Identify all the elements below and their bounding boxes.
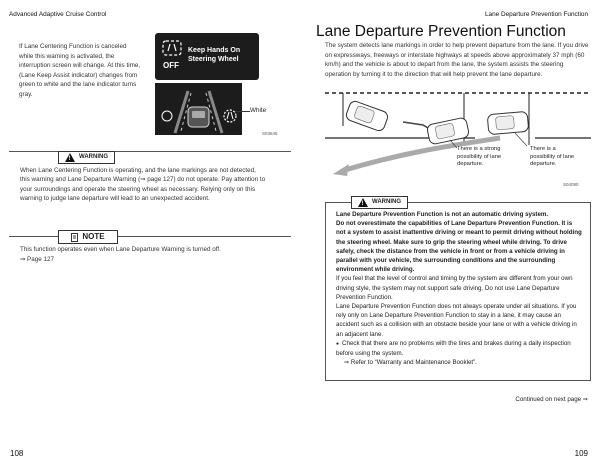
note-rule xyxy=(9,236,291,237)
car-middle xyxy=(426,117,469,145)
left-figure-code: S03645 xyxy=(262,131,278,136)
left-intro-text xyxy=(19,42,141,100)
right-warning-content xyxy=(336,210,582,367)
warning-bold-paragraph: Do not overestimate the capabilities of Lane Departure Prevention Function. It is not a system to assist inattentive driving or meant to permit driving without holding the steering wheel. Make sure to grip the steering wheel while driving. To drive safely, check the distance from the vehicle in front or from a vehicle driving in parallel with your vehicle, the surrounding conditions and the surrounding environment while driving. xyxy=(336,220,582,274)
lane-keep-display-figure xyxy=(155,33,267,135)
meter-display xyxy=(155,83,242,135)
message-line1: Keep Hands On xyxy=(188,47,241,54)
lane-indicator-graphic xyxy=(155,83,242,135)
callout1-line2: possibility of lane xyxy=(457,153,502,160)
callout1-line3: departure. xyxy=(457,161,484,167)
right-warning-badge xyxy=(351,196,408,209)
left-warning-title: WARNING xyxy=(79,154,108,160)
left-intro-paragraph: If Lane Centering Function is canceled while this warning is activated, the interruption screen will change. At this time, (Lane Keep Assist indicator) changes from green to white and the lane indicator turns gray. xyxy=(19,43,141,98)
lane-keep-assist-icon xyxy=(161,39,183,59)
note-title: NOTE xyxy=(82,232,105,241)
left-page-number: 108 xyxy=(10,449,24,458)
car-left xyxy=(345,100,389,132)
car-right xyxy=(487,111,529,134)
right-figure-code: S04080 xyxy=(563,182,579,187)
note-badge xyxy=(58,230,118,244)
callout-strong-possibility xyxy=(457,146,507,169)
right-warning-title: WARNING xyxy=(372,199,401,205)
warning-icon xyxy=(65,153,75,162)
left-warning-text: When Lane Centering Function is operating, and the lane markings are not detected, this warning and Lane Departure Warning (⇒ page 127) do not operate. Pay attention to your surroundings and operate the steering wheel as necessary. Relying only on this warning to judge lane departure will lead to an unexpected accident. xyxy=(20,167,266,203)
left-warning-badge xyxy=(58,151,115,164)
callout2-line3: departure. xyxy=(530,161,557,167)
page-title: Lane Departure Prevention Function xyxy=(316,23,566,40)
note-body xyxy=(20,245,270,264)
left-running-header: Advanced Adaptive Cruise Control xyxy=(9,11,107,18)
warning-paragraph-2: Lane Departure Prevention Function does not always operate under all situations. If you rely only on Lane Departure Prevention Function to stay in a lane, it may cause an accident such as a collision with an obstacle beside your lane or with a vehicle driving in an adjacent lane. xyxy=(336,303,577,338)
callout-possibility xyxy=(530,146,584,169)
note-icon xyxy=(71,233,78,242)
right-page-number: 109 xyxy=(574,449,588,458)
warning-bold-heading: Lane Departure Prevention Function is not an automatic driving system. xyxy=(336,211,549,218)
left-warning-rule xyxy=(9,151,291,166)
off-label: OFF xyxy=(163,61,179,70)
warning-bullet: ● Check that there are no problems with the tires and brakes during a daily inspection before using the system. xyxy=(336,339,582,358)
warning-paragraph-1: If you feel that the level of control and timing by the system are different from your own driving style, the system may not support safe driving. Do not use Lane Departure Prevention Function. xyxy=(336,275,573,301)
note-page-link[interactable]: ⇒ Page 127 xyxy=(20,255,54,263)
warranty-booklet-link[interactable]: ⇒ Refer to “Warranty and Maintenance Booklet”. xyxy=(344,359,477,367)
warning-icon xyxy=(358,198,368,207)
keep-hands-on-message xyxy=(188,46,240,64)
note-text: This function operates even when Lane Departure Warning is turned off. xyxy=(20,246,221,253)
callout2-line1: There is a xyxy=(530,146,556,152)
white-callout-line xyxy=(235,111,250,112)
continued-next-page: Continued on next page ⇒ xyxy=(515,396,588,403)
right-running-header: Lane Departure Prevention Function xyxy=(484,11,588,18)
interruption-screen xyxy=(155,33,259,80)
white-callout-label: White xyxy=(250,107,267,114)
callout2-line2: possibility of lane xyxy=(530,153,575,160)
right-intro-text: The system detects lane markings in order to help prevent departure from the lane. If you drive on expressways, freeways or interstate highways at speeds above approximately 37 mph (60 km/h) and the vehicle is about to depart from the lane, the system assists the steering operation by turning it to the direction that will help prevent the lane departure. xyxy=(325,42,589,78)
callout1-line1: There is a strong xyxy=(457,146,501,152)
lane-departure-figure xyxy=(325,90,591,180)
message-line2: Steering Wheel xyxy=(188,56,239,63)
